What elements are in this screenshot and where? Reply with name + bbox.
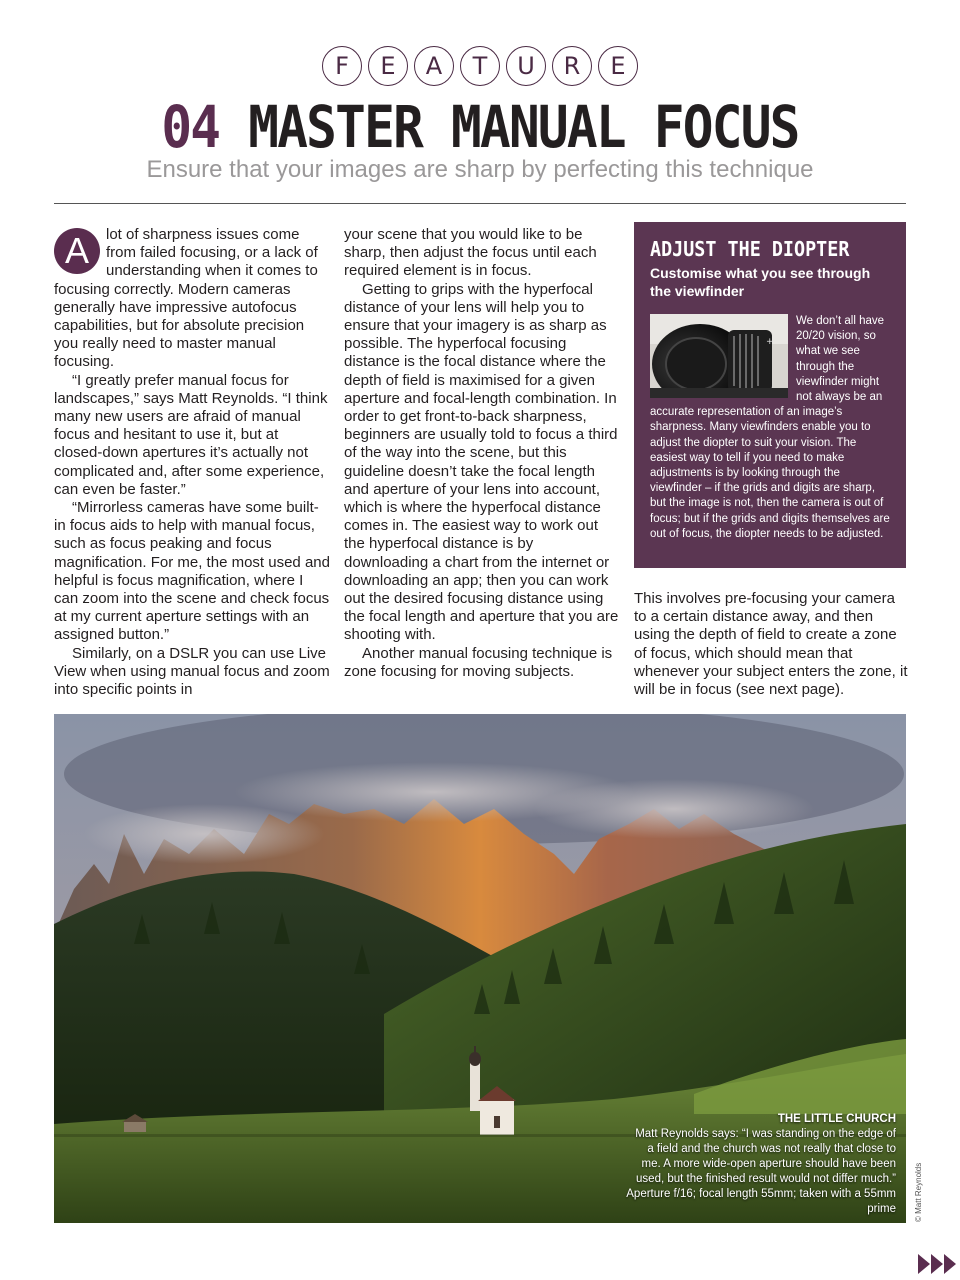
caption-text: Matt Reynolds says: “I was standing on the edge of a field and the church was not really that close to me. A more wide-open aperture should have been used, but the finished result would not differ much.” Aperture f/16; focal length 55mm; taken with a 55mm prime bbox=[626, 1128, 896, 1215]
feature-letter: R bbox=[552, 46, 592, 86]
feature-letter: U bbox=[506, 46, 546, 86]
caption-title: THE LITTLE CHURCH bbox=[777, 1113, 896, 1125]
article-column-1 bbox=[54, 226, 330, 699]
diopter-sidebar bbox=[634, 222, 906, 568]
paragraph: This involves pre-focusing your camera to a certain distance away, and then using the depth of field to create a zone of focus, which should mean that whenever your subject enters the zone, it will be in focus (see next page). bbox=[634, 590, 908, 699]
header-divider bbox=[54, 203, 906, 204]
feature-letter: E bbox=[368, 46, 408, 86]
sidebar-subtitle: Customise what you see through the viewfinder bbox=[650, 265, 871, 299]
feature-letter: F bbox=[322, 46, 362, 86]
paragraph: “I greatly prefer manual focus for landscapes,” says Matt Reynolds. “I think many new users are afraid of manual focus and hesitant to use it, but at closed-down apertures it’s actually not complicated and, after some experience, can even be faster.” bbox=[54, 371, 328, 498]
sidebar-body bbox=[650, 314, 890, 542]
article-column-3 bbox=[634, 590, 910, 699]
sidebar-title: ADJUST THE DIOPTER bbox=[650, 237, 850, 261]
page-subtitle: Ensure that your images are sharp by perfecting this technique bbox=[146, 156, 814, 183]
paragraph: lot of sharpness issues come from failed focusing, or a lack of understanding when it comes to focusing correctly. Modern cameras generally have impressive autofocus capabilities, but for absolute precision you really need to master manual focusing. bbox=[54, 226, 318, 371]
article-column-2 bbox=[344, 226, 620, 681]
feature-label bbox=[0, 46, 960, 86]
headline-number: 04 bbox=[161, 93, 220, 161]
photo-caption bbox=[626, 1112, 896, 1217]
photo-credit: © Matt Reynolds bbox=[914, 1162, 923, 1222]
paragraph: Getting to grips with the hyperfocal distance of your lens will help you to ensure that your imagery is as sharp as possible. The hyperfocal focusing distance is the focal distance where the depth of field is maximised for a given aperture and focal-length combination. In order to get front-to-back sharpness, beginners are usually told to focus a third of the way into the scene, but this guideline doesn’t take the focal length and aperture of your lens into account, which is where the hyperfocal distance comes in. The easiest way to work out the hyperfocal distance is by downloading a chart from the internet or downloading an app; then you can work out the desired focusing distance using the focal length and aperture that you are shooting with. bbox=[344, 280, 619, 644]
dropcap: A bbox=[54, 228, 100, 274]
feature-letter: A bbox=[414, 46, 454, 86]
paragraph: Similarly, on a DSLR you can use Live View when using manual focus and zoom into specific points in bbox=[54, 644, 330, 699]
svg-text:+: + bbox=[766, 337, 774, 347]
camera-diopter-image bbox=[650, 314, 788, 398]
paragraph: your scene that you would like to be sharp, then adjust the focus until each required element is in focus. bbox=[344, 226, 597, 280]
feature-letter: T bbox=[460, 46, 500, 86]
next-page-arrows-icon bbox=[916, 1252, 958, 1276]
landscape-photo bbox=[54, 714, 906, 1223]
paragraph: “Mirrorless cameras have some built-in focus aids to help with manual focus, such as focus peaking and focus magnification. For me, the most used and helpful is focus magnification, where I can zoom into the scene and check focus at my current aperture settings with an assigned button.” bbox=[54, 499, 330, 644]
headline-text: MASTER MANUAL FOCUS bbox=[219, 93, 799, 161]
sidebar-body-text: We don’t all have 20/20 vision, so what we see through the viewfinder might not always be an accurate representation of an image’s sharpness. Many viewfinders enable you to adjust the diopter to suit your vision. The easiest way to tell if you need to make adjustments is by looking through the viewfinder – if the grids and digits are sharp, but the image is not, then the camera is out of focus; but if the grids and digits themselves are out of focus, the diopter needs to be adjusted. bbox=[650, 315, 890, 540]
page-title bbox=[58, 92, 903, 162]
paragraph: Another manual focusing technique is zone focusing for moving subjects. bbox=[344, 644, 613, 680]
feature-letter: E bbox=[598, 46, 638, 86]
